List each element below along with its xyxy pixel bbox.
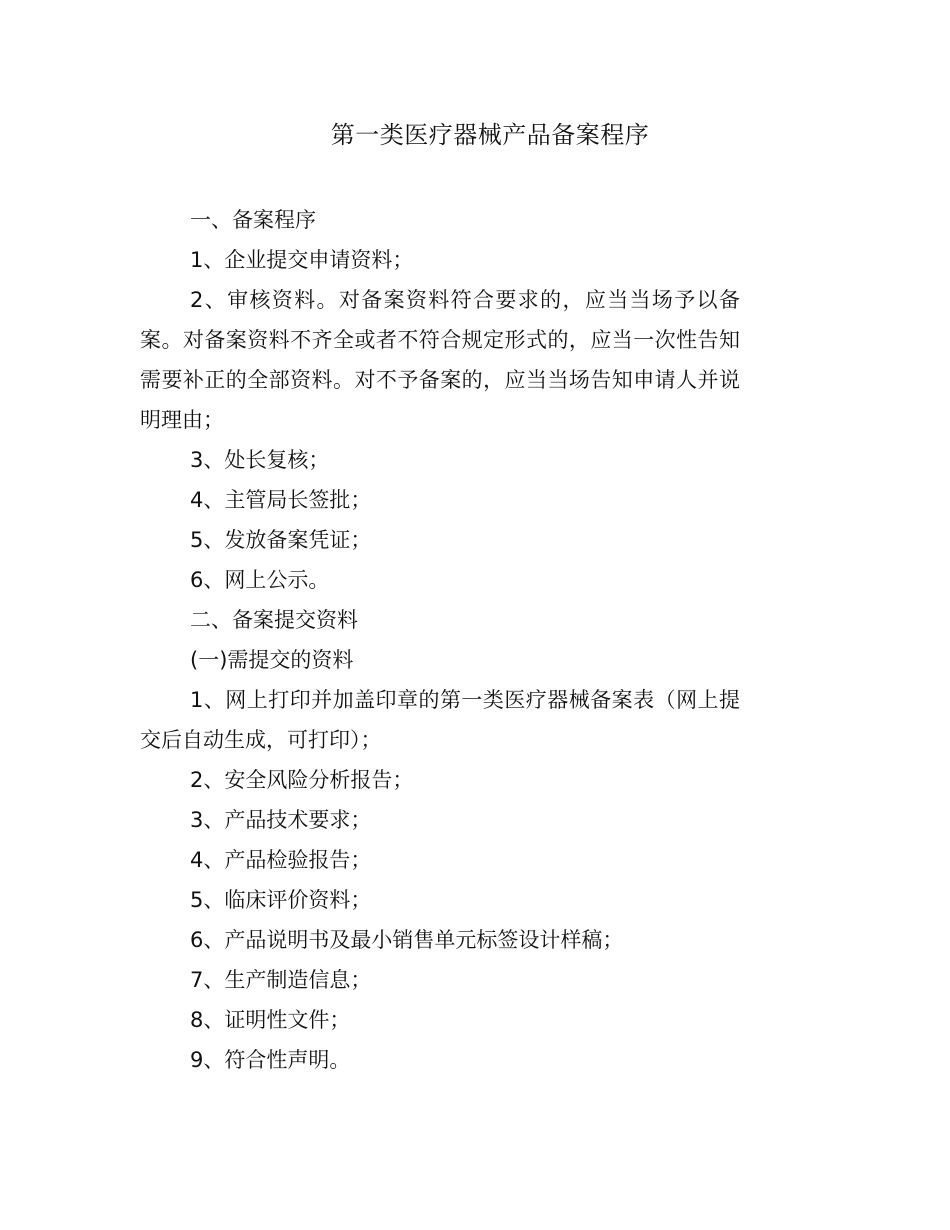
material-item-8: 8、证明性文件； bbox=[190, 1008, 351, 1032]
section-heading-procedure: 一、备案程序 bbox=[190, 208, 316, 232]
material-item-1: 1、网上打印并加盖印章的第一类医疗器械备案表（网上提交后自动生成，可打印）； bbox=[140, 688, 740, 752]
subsection-heading-required: (一)需提交的资料 bbox=[190, 648, 354, 672]
document-title: 第一类医疗器械产品备案程序 bbox=[330, 121, 650, 149]
document-body bbox=[140, 200, 740, 1080]
material-item-9: 9、符合性声明。 bbox=[190, 1048, 351, 1072]
procedure-step-4: 4、主管局长签批； bbox=[190, 488, 372, 512]
section-heading-materials: 二、备案提交资料 bbox=[190, 608, 358, 632]
material-item-2: 2、安全风险分析报告； bbox=[190, 768, 414, 792]
material-item-6: 6、产品说明书及最小销售单元标签设计样稿； bbox=[190, 928, 624, 952]
material-item-4: 4、产品检验报告； bbox=[190, 848, 372, 872]
procedure-step-3: 3、处长复核； bbox=[190, 448, 330, 472]
material-item-3: 3、产品技术要求； bbox=[190, 808, 372, 832]
material-item-7: 7、生产制造信息； bbox=[190, 968, 372, 992]
procedure-step-6: 6、网上公示。 bbox=[190, 568, 330, 592]
procedure-step-2: 2、审核资料。对备案资料符合要求的，应当当场予以备案。对备案资料不齐全或者不符合规定形式的，应当一次性告知需要补正的全部资料。对不予备案的，应当当场告知申请人并说明理由； bbox=[140, 288, 740, 432]
procedure-step-5: 5、发放备案凭证； bbox=[190, 528, 372, 552]
material-item-5: 5、临床评价资料； bbox=[190, 888, 372, 912]
procedure-step-1: 1、企业提交申请资料； bbox=[190, 248, 414, 272]
